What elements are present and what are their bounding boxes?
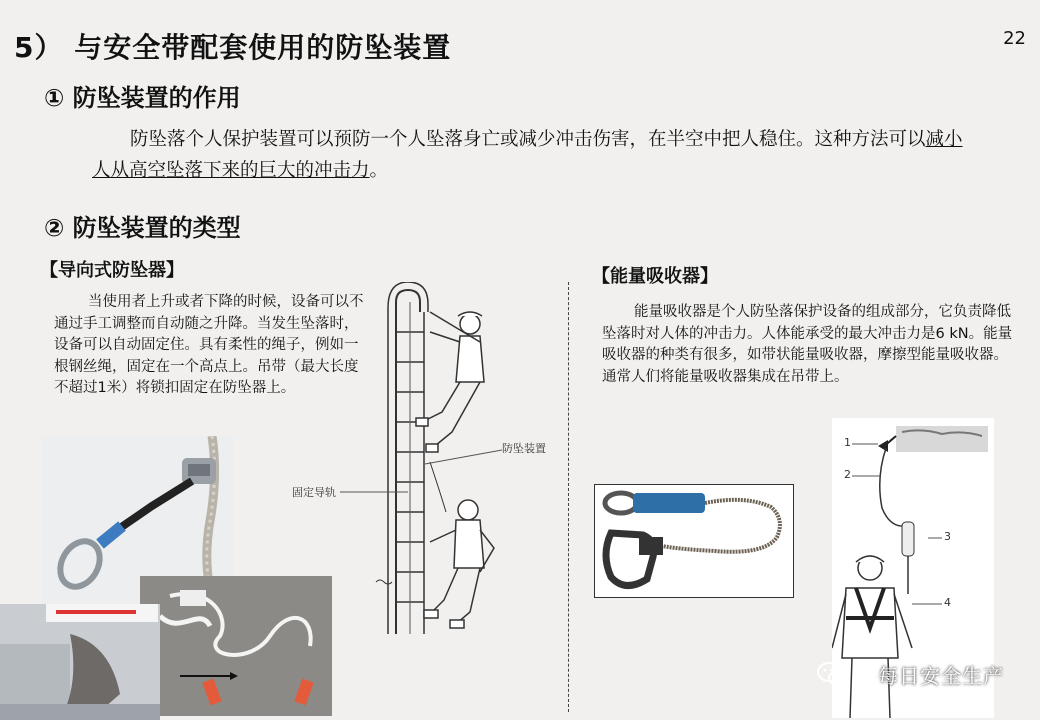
diagram-number-3: 3 bbox=[944, 530, 951, 543]
paragraph-end: 。 bbox=[369, 160, 389, 181]
absorber-title: 【能量吸收器】 bbox=[592, 266, 718, 287]
label-fixed-rail: 固定导轨 bbox=[292, 486, 336, 499]
diagram-number-2: 2 bbox=[844, 468, 851, 481]
watermark-text: 每日安全生产 bbox=[878, 664, 1004, 688]
page-number: 22 bbox=[1003, 28, 1026, 49]
slide-title: 5） 与安全带配套使用的防坠装置 bbox=[14, 31, 452, 64]
guided-arrester-description: 当使用者上升或者下降的时候，设备可以不通过手工调整而自动随之升降。当发生坠落时，设备可以自动固定住。具有柔性的绳子，例如一根钢丝绳，固定在一个高点上。吊带（最大长度不超过1米）将锁扣固定在防坠器上。 bbox=[54, 294, 364, 396]
guided-arrester-title: 【导向式防坠器】 bbox=[40, 260, 184, 281]
paragraph-text: 防坠落个人保护装置可以预防一个人坠落身亡或减少冲击伤害，在半空中把人稳住。这种方法可以 bbox=[130, 129, 926, 150]
paragraph-underlined-text: 减小人从高空坠落下来的巨大的冲击力 bbox=[92, 129, 963, 181]
absorber-description: 能量吸收器是个人防坠落保护设备的组成部分，它负责降低坠落时对人体的冲击力。人体能承受的最大冲击力是6 kN。能量吸收器的种类有很多，如带状能量吸收器，摩擦型能量吸收器。通常人们将能量吸收器集成在吊带上。 bbox=[602, 304, 1013, 385]
section-heading-function: ① 防坠装置的作用 bbox=[44, 84, 241, 112]
wechat-icon bbox=[816, 658, 850, 692]
device-closeup-photo bbox=[0, 604, 160, 720]
label-fall-device: 防坠装置 bbox=[502, 442, 546, 455]
section-heading-types: ② 防坠装置的类型 bbox=[44, 214, 241, 242]
diagram-number-4: 4 bbox=[944, 596, 951, 609]
function-paragraph bbox=[92, 124, 972, 186]
absorber-lanyard-photo bbox=[594, 484, 794, 598]
diagram-number-1: 1 bbox=[844, 436, 851, 449]
column-divider bbox=[568, 282, 569, 712]
